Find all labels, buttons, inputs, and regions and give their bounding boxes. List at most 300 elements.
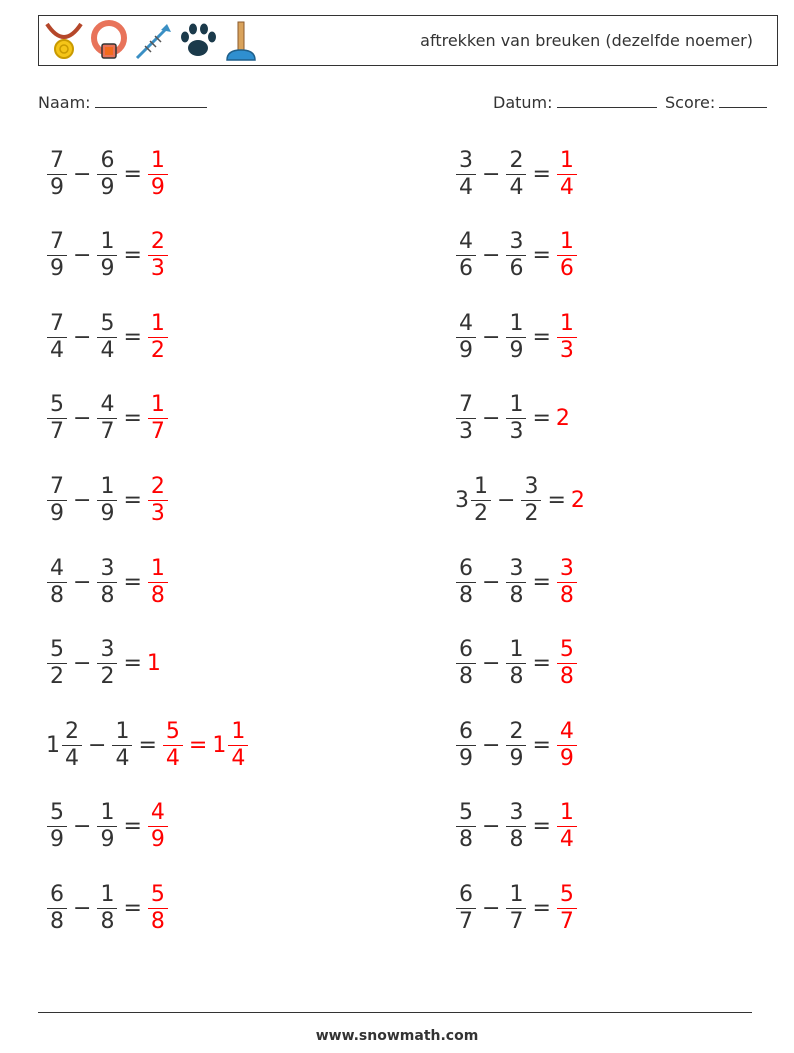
minuend-number xyxy=(455,881,477,934)
answer-number xyxy=(556,555,578,608)
answer xyxy=(556,147,578,200)
minuend-numerator: 6 xyxy=(459,555,473,581)
problem-item xyxy=(455,389,571,449)
equals-sign: = xyxy=(123,814,142,840)
equals-sign: = xyxy=(532,161,551,187)
problem-item xyxy=(455,226,578,286)
name-blank xyxy=(95,93,207,108)
answer-fraction xyxy=(557,555,577,608)
subtrahend-denominator: 6 xyxy=(506,255,526,280)
subtrahend-number xyxy=(96,555,118,608)
name-label: Naam: xyxy=(38,93,91,112)
subtrahend-denominator: 8 xyxy=(97,908,117,933)
minuend-numerator: 4 xyxy=(459,229,473,255)
minuend-number xyxy=(455,147,477,200)
minuend-denominator: 9 xyxy=(456,337,476,362)
answer xyxy=(556,231,578,280)
score-label: Score: xyxy=(665,93,716,112)
equals-sign: = xyxy=(532,406,551,432)
minus-sign: − xyxy=(73,324,92,350)
answer-fraction xyxy=(557,310,577,363)
answer-denominator: 8 xyxy=(148,908,168,933)
subtrahend-denominator: 8 xyxy=(506,663,526,688)
subtrahend-numerator: 6 xyxy=(100,147,115,173)
minuend-fraction xyxy=(47,881,67,934)
answer-denominator: 3 xyxy=(148,500,168,525)
minuend-fraction xyxy=(47,231,67,280)
minuend-fraction xyxy=(456,718,476,771)
answer-fraction xyxy=(557,231,577,280)
answer-number xyxy=(147,802,169,851)
answer xyxy=(147,231,169,280)
subtrahend-numerator: 1 xyxy=(509,881,524,907)
subtrahend-number xyxy=(96,802,118,851)
problem-item xyxy=(46,470,169,530)
subtrahend-denominator: 9 xyxy=(506,337,526,362)
subtrahend-denominator: 7 xyxy=(97,418,117,443)
subtrahend-denominator: 8 xyxy=(506,582,526,607)
equals-sign: = xyxy=(532,324,551,350)
minuend-denominator: 4 xyxy=(62,745,82,770)
subtrahend-number xyxy=(505,881,527,934)
equals-sign: = xyxy=(123,406,142,432)
minuend-denominator: 4 xyxy=(456,174,476,199)
equals-sign: = xyxy=(123,243,142,269)
answer-numerator: 1 xyxy=(559,147,574,173)
minuend-denominator: 7 xyxy=(47,418,67,443)
minuend-numerator: 5 xyxy=(459,800,473,826)
minuend-number xyxy=(455,802,477,851)
subtrahend-number xyxy=(505,231,527,280)
answer-whole: 1 xyxy=(146,651,161,677)
problem-item xyxy=(455,470,586,530)
answer-numerator: 2 xyxy=(150,473,165,499)
subtrahend-numerator: 1 xyxy=(100,800,115,826)
footer-divider xyxy=(38,1012,752,1013)
answer xyxy=(556,555,578,608)
equals-sign: = xyxy=(532,243,551,269)
worksheet-header xyxy=(38,15,778,66)
answer-denominator: 9 xyxy=(148,826,168,851)
date-blank xyxy=(557,93,657,108)
worksheet-title: aftrekken van breuken (dezelfde noemer) xyxy=(420,31,753,50)
minuend-numerator: 4 xyxy=(459,310,473,336)
answer-fraction xyxy=(557,147,577,200)
answer-fraction xyxy=(148,394,168,443)
subtrahend-numerator: 3 xyxy=(524,473,539,499)
minuend-fraction xyxy=(47,639,67,688)
answer-denominator: 4 xyxy=(163,745,183,770)
subtrahend-numerator: 1 xyxy=(100,881,115,907)
minuend-denominator: 6 xyxy=(456,255,476,280)
answer-number xyxy=(571,488,586,513)
minuend-numerator: 1 xyxy=(474,473,488,499)
minus-sign: − xyxy=(482,569,501,595)
subtrahend-numerator: 3 xyxy=(509,555,524,581)
life-ring-icon xyxy=(89,20,129,62)
minuend-fraction xyxy=(47,555,67,608)
subtrahend-denominator: 4 xyxy=(112,745,132,770)
minuend-denominator: 8 xyxy=(47,908,67,933)
minus-sign: − xyxy=(482,406,501,432)
minuend-fraction xyxy=(47,394,67,443)
answer-number xyxy=(556,639,578,688)
minus-sign: − xyxy=(497,487,516,513)
minuend-number xyxy=(46,147,68,200)
minuend-fraction xyxy=(47,802,67,851)
subtrahend-denominator: 2 xyxy=(521,500,541,525)
answer-number xyxy=(556,718,578,771)
subtrahend-numerator: 1 xyxy=(509,637,524,663)
subtrahend-number xyxy=(505,802,527,851)
equals-sign: = xyxy=(532,651,551,677)
answer-denominator: 3 xyxy=(557,337,577,362)
answer-fraction xyxy=(148,147,168,200)
answer xyxy=(556,406,571,431)
subtrahend-denominator: 3 xyxy=(506,418,526,443)
subtrahend-fraction xyxy=(506,394,526,443)
minuend-denominator: 2 xyxy=(47,663,67,688)
answer-denominator: 6 xyxy=(557,255,577,280)
minuend-number xyxy=(455,555,477,608)
answer-numerator: 1 xyxy=(150,310,165,336)
minuend-numerator: 6 xyxy=(459,881,473,907)
problem-item xyxy=(455,144,578,204)
answer-whole: 2 xyxy=(570,487,585,513)
minuend-fraction xyxy=(47,147,67,200)
minuend-numerator: 7 xyxy=(459,392,473,418)
answer-numerator: 5 xyxy=(559,881,574,907)
answer-fraction xyxy=(148,473,168,526)
minuend-numerator: 2 xyxy=(65,718,79,744)
minus-sign: − xyxy=(88,732,107,758)
subtrahend-number xyxy=(520,473,542,526)
answer-number xyxy=(147,394,169,443)
answer-fraction xyxy=(557,718,577,771)
minuend-numerator: 5 xyxy=(50,637,64,663)
subtrahend-denominator: 9 xyxy=(506,745,526,770)
problem-item xyxy=(455,797,578,857)
equals-sign: = xyxy=(547,487,566,513)
minuend-fraction xyxy=(456,555,476,608)
answer-numerator: 5 xyxy=(150,881,165,907)
answer-number xyxy=(147,651,162,676)
answer xyxy=(556,718,578,771)
answer-number xyxy=(212,718,249,771)
score-blank xyxy=(719,93,767,108)
subtrahend-numerator: 1 xyxy=(115,718,130,744)
answer xyxy=(147,651,162,676)
minuend-number xyxy=(46,555,68,608)
equals-sign: = xyxy=(123,161,142,187)
subtrahend-denominator: 9 xyxy=(97,500,117,525)
answer xyxy=(147,310,169,363)
subtrahend-denominator: 7 xyxy=(506,908,526,933)
minus-sign: − xyxy=(73,487,92,513)
subtrahend-fraction xyxy=(97,802,117,851)
answer-numerator: 4 xyxy=(559,718,574,744)
subtrahend-number xyxy=(96,310,118,363)
subtrahend-numerator: 1 xyxy=(100,473,115,499)
answer-fraction xyxy=(557,639,577,688)
problem-item xyxy=(46,144,169,204)
subtrahend-number xyxy=(505,718,527,771)
subtrahend-denominator: 4 xyxy=(506,174,526,199)
subtrahend-denominator: 2 xyxy=(97,663,117,688)
answer-fraction xyxy=(148,802,168,851)
minuend-number xyxy=(455,639,477,688)
subtrahend-fraction xyxy=(97,473,117,526)
equals-sign: = xyxy=(123,651,142,677)
subtrahend-fraction xyxy=(506,310,526,363)
minuend-fraction xyxy=(62,718,82,771)
answer-fraction xyxy=(148,310,168,363)
answer-fraction xyxy=(148,881,168,934)
answer-number xyxy=(556,231,578,280)
answer xyxy=(556,639,578,688)
answer-fraction xyxy=(148,231,168,280)
minuend-number xyxy=(455,394,477,443)
minus-sign: − xyxy=(482,161,501,187)
equals-sign: = xyxy=(532,814,551,840)
minus-sign: − xyxy=(482,243,501,269)
answer-fraction xyxy=(557,881,577,934)
equals-sign: = xyxy=(138,732,157,758)
subtrahend-numerator: 2 xyxy=(509,147,524,173)
minuend-number xyxy=(46,394,68,443)
answer xyxy=(556,310,578,363)
answer-number xyxy=(556,406,571,431)
minuend-denominator: 9 xyxy=(47,255,67,280)
subtrahend-denominator: 9 xyxy=(97,826,117,851)
minuend-denominator: 4 xyxy=(47,337,67,362)
problem-item xyxy=(46,552,169,612)
answer xyxy=(556,881,578,934)
minuend-number xyxy=(46,473,68,526)
problem-item xyxy=(455,307,578,367)
answer-numerator: 1 xyxy=(150,392,165,418)
subtrahend-fraction xyxy=(506,718,526,771)
answer-fraction xyxy=(228,718,248,771)
minuend-fraction xyxy=(47,310,67,363)
minuend-fraction xyxy=(456,802,476,851)
minus-sign: − xyxy=(482,895,501,921)
paw-print-icon xyxy=(177,20,219,62)
minuend-numerator: 6 xyxy=(50,881,64,907)
subtrahend-fraction xyxy=(506,881,526,934)
answer-number xyxy=(556,802,578,851)
subtrahend-number xyxy=(96,639,118,688)
answer-number xyxy=(556,147,578,200)
subtrahend-fraction xyxy=(506,231,526,280)
subtrahend-denominator: 9 xyxy=(97,255,117,280)
fish-arrow-icon xyxy=(133,20,173,62)
subtrahend-numerator: 5 xyxy=(100,310,115,336)
minuend-denominator: 3 xyxy=(456,418,476,443)
equals-sign: = xyxy=(123,895,142,921)
minuend-fraction xyxy=(456,639,476,688)
plunger-icon xyxy=(223,20,259,62)
minus-sign: − xyxy=(482,651,501,677)
answer-denominator: 2 xyxy=(148,337,168,362)
subtrahend-fraction xyxy=(97,310,117,363)
problem-item xyxy=(455,715,578,775)
answer-numerator: 1 xyxy=(559,800,574,826)
subtrahend-fraction xyxy=(97,394,117,443)
minus-sign: − xyxy=(482,732,501,758)
subtrahend-fraction xyxy=(506,639,526,688)
problem-item xyxy=(455,634,578,694)
answer-denominator: 8 xyxy=(148,582,168,607)
medal-icon xyxy=(43,20,85,62)
problem-item xyxy=(46,226,169,286)
subtrahend-fraction xyxy=(506,147,526,200)
minuend-numerator: 7 xyxy=(50,229,64,255)
answer xyxy=(147,147,169,200)
score-field xyxy=(665,93,767,112)
equals-sign: = xyxy=(123,487,142,513)
minuend-numerator: 7 xyxy=(50,473,64,499)
equals-sign: = xyxy=(123,569,142,595)
minuend-numerator: 3 xyxy=(459,147,473,173)
minus-sign: − xyxy=(482,324,501,350)
minuend-number xyxy=(46,718,83,771)
minuend-number xyxy=(46,639,68,688)
answer-fraction xyxy=(557,802,577,851)
subtrahend-number xyxy=(96,147,118,200)
minuend-whole: 3 xyxy=(455,487,469,513)
minus-sign: − xyxy=(73,895,92,921)
subtrahend-numerator: 1 xyxy=(100,229,115,255)
answer-numerator: 5 xyxy=(165,718,180,744)
problem-item xyxy=(455,552,578,612)
minuend-numerator: 5 xyxy=(50,800,64,826)
subtrahend-number xyxy=(96,231,118,280)
minuend-denominator: 9 xyxy=(47,500,67,525)
subtrahend-numerator: 3 xyxy=(509,229,524,255)
answer-numerator: 2 xyxy=(150,229,165,255)
subtrahend-denominator: 8 xyxy=(97,582,117,607)
answer-denominator: 9 xyxy=(557,745,577,770)
minus-sign: − xyxy=(73,161,92,187)
answer-number xyxy=(147,147,169,200)
minuend-numerator: 5 xyxy=(50,392,64,418)
name-field xyxy=(38,93,207,112)
subtrahend-fraction xyxy=(112,718,132,771)
equals-sign: = xyxy=(123,324,142,350)
minuend-fraction xyxy=(456,147,476,200)
subtrahend-number xyxy=(505,555,527,608)
answer-denominator: 9 xyxy=(148,174,168,199)
minus-sign: − xyxy=(73,569,92,595)
subtrahend-fraction xyxy=(521,473,541,526)
answer xyxy=(556,802,578,851)
subtrahend-number xyxy=(96,394,118,443)
minuend-fraction xyxy=(456,231,476,280)
problem-item xyxy=(46,878,169,938)
subtrahend-fraction xyxy=(506,555,526,608)
subtrahend-numerator: 3 xyxy=(509,800,524,826)
subtrahend-denominator: 8 xyxy=(506,826,526,851)
answer-numerator: 3 xyxy=(559,555,574,581)
minuend-denominator: 7 xyxy=(456,908,476,933)
subtrahend-number xyxy=(96,881,118,934)
equals-sign: = xyxy=(532,569,551,595)
minus-sign: − xyxy=(73,243,92,269)
answer xyxy=(571,488,586,513)
answer-numerator: 5 xyxy=(559,637,574,663)
answer-whole: 2 xyxy=(555,406,570,432)
minuend-fraction xyxy=(471,473,491,526)
answer-denominator: 8 xyxy=(557,663,577,688)
answer-denominator: 4 xyxy=(228,745,248,770)
subtrahend-fraction xyxy=(506,802,526,851)
subtrahend-number xyxy=(505,310,527,363)
subtrahend-number xyxy=(96,473,118,526)
minuend-denominator: 2 xyxy=(471,500,491,525)
answer xyxy=(147,394,169,443)
subtrahend-number xyxy=(505,394,527,443)
answer xyxy=(162,718,249,771)
minuend-fraction xyxy=(456,881,476,934)
minuend-fraction xyxy=(456,310,476,363)
answer-number xyxy=(162,718,184,771)
answer-number xyxy=(147,555,169,608)
problem-item xyxy=(46,715,249,775)
answer-denominator: 4 xyxy=(557,826,577,851)
subtrahend-numerator: 2 xyxy=(509,718,524,744)
equals-sign: = xyxy=(532,895,551,921)
minuend-denominator: 8 xyxy=(456,582,476,607)
minuend-fraction xyxy=(456,394,476,443)
header-icons xyxy=(43,18,259,64)
minuend-denominator: 9 xyxy=(456,745,476,770)
answer-number xyxy=(556,881,578,934)
minus-sign: − xyxy=(73,651,92,677)
answer-equals-sign: = xyxy=(188,732,208,758)
minus-sign: − xyxy=(73,814,92,840)
subtrahend-number xyxy=(505,147,527,200)
minuend-number xyxy=(46,231,68,280)
minuend-denominator: 8 xyxy=(47,582,67,607)
minuend-whole: 1 xyxy=(46,732,60,758)
subtrahend-numerator: 4 xyxy=(100,392,115,418)
answer-denominator: 8 xyxy=(557,582,577,607)
minuend-number xyxy=(455,718,477,771)
minuend-fraction xyxy=(47,473,67,526)
answer-fraction xyxy=(148,555,168,608)
minuend-number xyxy=(455,473,492,526)
minuend-number xyxy=(455,310,477,363)
subtrahend-numerator: 1 xyxy=(509,310,524,336)
problem-item xyxy=(46,634,162,694)
problem-item xyxy=(46,389,169,449)
minuend-numerator: 6 xyxy=(459,718,473,744)
subtrahend-fraction xyxy=(97,555,117,608)
minus-sign: − xyxy=(73,406,92,432)
answer-denominator: 7 xyxy=(557,908,577,933)
subtrahend-numerator: 1 xyxy=(509,392,524,418)
footer-url: www.snowmath.com xyxy=(315,1028,479,1044)
minuend-denominator: 9 xyxy=(47,826,67,851)
equals-sign: = xyxy=(532,732,551,758)
answer-denominator: 3 xyxy=(148,255,168,280)
answer-number xyxy=(147,310,169,363)
answer-fraction xyxy=(163,718,183,771)
subtrahend-fraction xyxy=(97,881,117,934)
minuend-numerator: 7 xyxy=(50,310,64,336)
minuend-denominator: 8 xyxy=(456,826,476,851)
